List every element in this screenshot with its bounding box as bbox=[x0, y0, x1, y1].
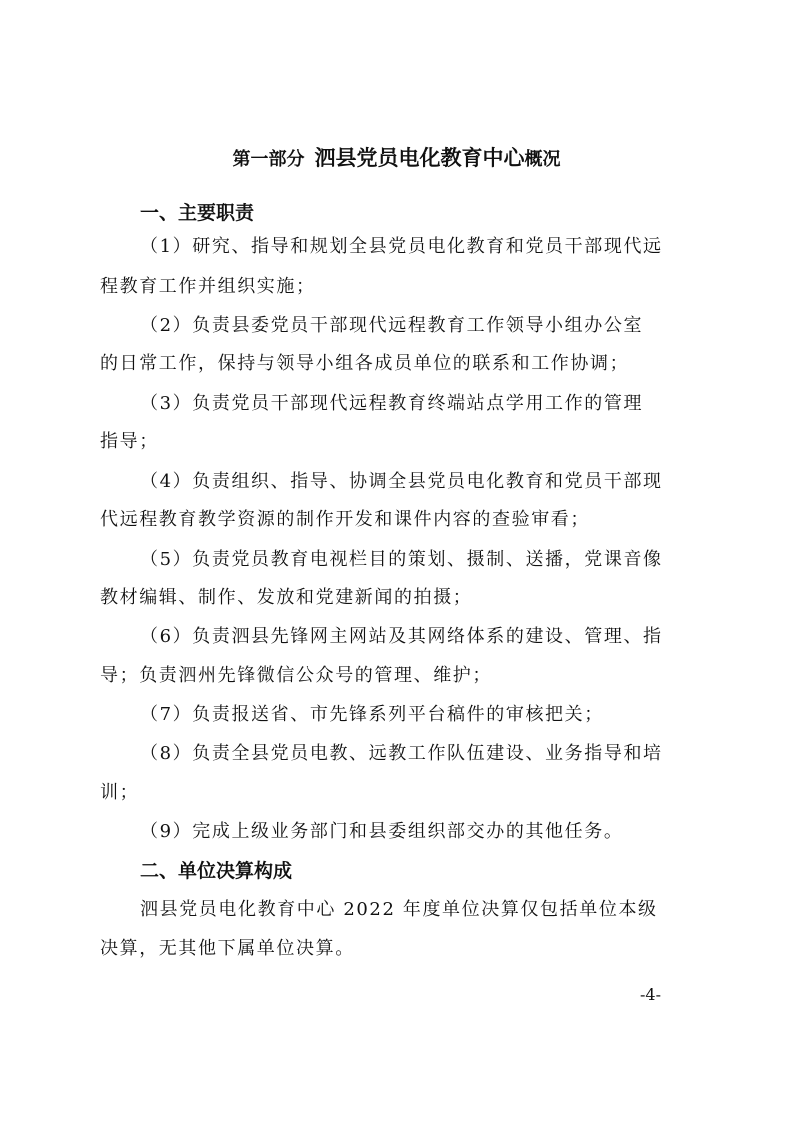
paragraph-line: （3）负责党员干部现代远程教育终端站点学用工作的管理 bbox=[140, 393, 644, 414]
paragraph-line: （8）负责全县党员电教、远教工作队伍建设、业务指导和培 bbox=[140, 743, 663, 764]
paragraph-line: （7）负责报送省、市先锋系列平台稿件的审核把关； bbox=[140, 704, 604, 725]
paragraph-line: 程教育工作并组织实施； bbox=[100, 276, 316, 297]
paragraph-line: （2）负责县委党员干部现代远程教育工作领导小组办公室 bbox=[140, 315, 644, 336]
paragraph-line: 的日常工作，保持与领导小组各成员单位的联系和工作协调； bbox=[100, 353, 630, 374]
page-number: -4- bbox=[640, 985, 661, 1004]
section-heading-composition: 二、单位决算构成 bbox=[140, 860, 293, 882]
title-main: 泗县党员电化教育中心 bbox=[314, 146, 525, 170]
paragraph-line: （1）研究、指导和规划全县党员电化教育和党员干部现代远 bbox=[140, 236, 663, 257]
paragraph-line: （4）负责组织、指导、协调全县党员电化教育和党员干部现 bbox=[140, 471, 663, 492]
paragraph-line: 泗县党员电化教育中心 2022 年度单位决算仅包括单位本级 bbox=[140, 899, 658, 920]
paragraph-line: 教材编辑、制作、发放和党建新闻的拍摄； bbox=[100, 587, 473, 608]
paragraph-line: 导；负责泗州先锋微信公众号的管理、维护； bbox=[100, 665, 492, 686]
paragraph-line: 决算，无其他下属单位决算。 bbox=[100, 938, 355, 959]
paragraph-line: （9）完成上级业务部门和县委组织部交办的其他任务。 bbox=[140, 821, 624, 842]
section-heading-responsibilities: 一、主要职责 bbox=[140, 202, 255, 224]
paragraph-line: 指导； bbox=[100, 431, 159, 452]
paragraph-line: （5）负责党员教育电视栏目的策划、摄制、送播，党课音像 bbox=[140, 549, 663, 570]
paragraph-line: （6）负责泗县先锋网主网站及其网络体系的建设、管理、指 bbox=[140, 626, 663, 647]
title-prefix: 第一部分 bbox=[232, 149, 305, 170]
paragraph-line: 代远程教育教学资源的制作开发和课件内容的查验审看； bbox=[100, 509, 590, 530]
paragraph-line: 训； bbox=[100, 782, 140, 803]
page-title bbox=[0, 142, 793, 176]
title-suffix: 概况 bbox=[524, 149, 561, 170]
